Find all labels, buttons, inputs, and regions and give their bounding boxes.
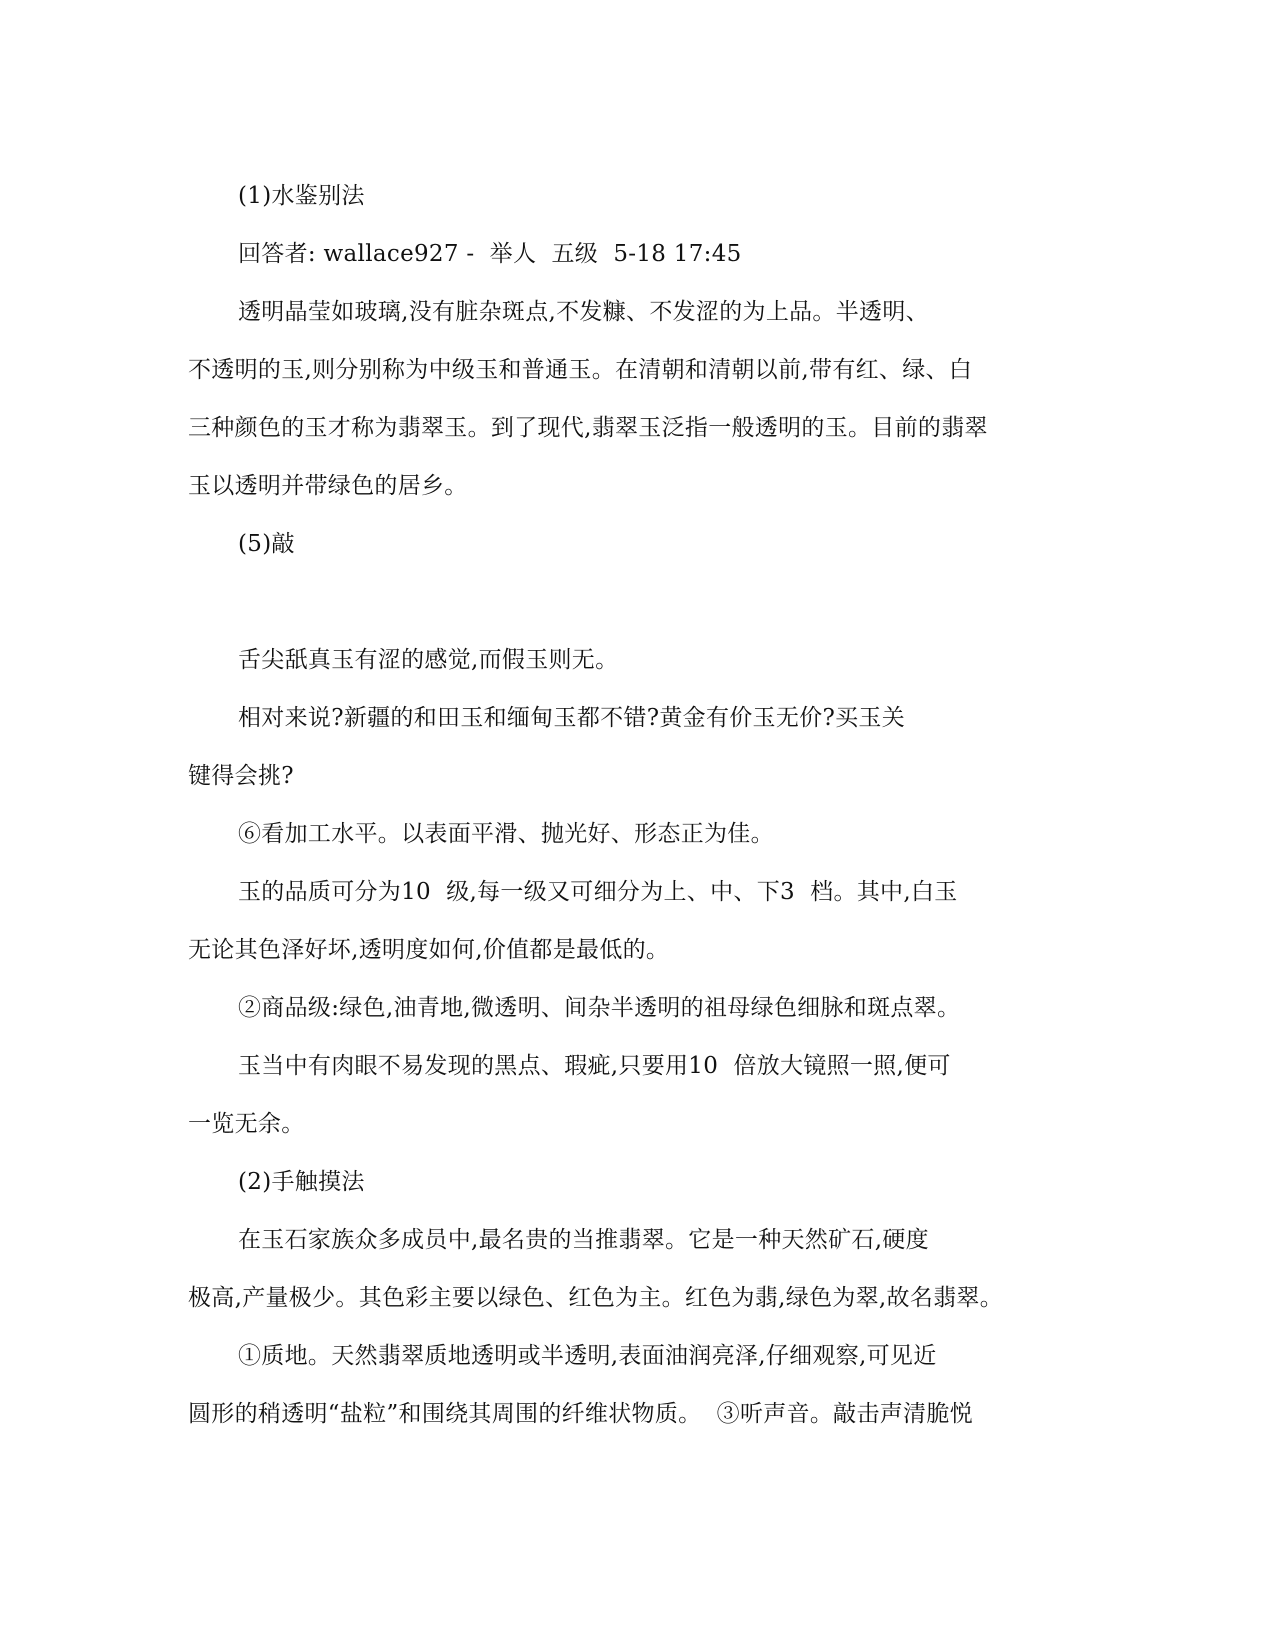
paragraph-line: ①质地。天然翡翠质地透明或半透明,表面油润亮泽,仔细观察,可见近 [238,1343,937,1369]
paragraph-line: 相对来说?新疆的和田玉和缅甸玉都不错?黄金有价玉无价?买玉关 [238,705,905,731]
heading-knock: (5)敲 [238,531,295,557]
paragraph-line: 键得会挑? [188,763,294,789]
paragraph-line: 三种颜色的玉才称为翡翠玉。到了现代,翡翠玉泛指一般透明的玉。目前的翡翠 [188,415,988,441]
paragraph-line: ⑥看加工水平。以表面平滑、抛光好、形态正为佳。 [238,821,774,847]
paragraph-line: 玉的品质可分为10 级,每一级又可细分为上、中、下3 档。其中,白玉 [238,879,958,905]
answerer-info: 回答者: wallace927 - 举人 五级 5-18 17:45 [238,241,742,267]
paragraph-line: 极高,产量极少。其色彩主要以绿色、红色为主。红色为翡,绿色为翠,故名翡翠。 [188,1285,1004,1311]
heading-water-method: (1)水鉴别法 [238,183,365,209]
paragraph-line: 不透明的玉,则分别称为中级玉和普通玉。在清朝和清朝以前,带有红、绿、白 [188,357,973,383]
paragraph-line: 玉当中有肉眼不易发现的黑点、瑕疵,只要用10 倍放大镜照一照,便可 [238,1053,951,1079]
paragraph-line: 玉以透明并带绿色的居乡。 [188,473,468,499]
paragraph-line: 一览无余。 [188,1111,305,1137]
paragraph-line: 在玉石家族众多成员中,最名贵的当推翡翠。它是一种天然矿石,硬度 [238,1227,929,1253]
paragraph-line: 无论其色泽好坏,透明度如何,价值都是最低的。 [188,937,670,963]
paragraph-line: ②商品级:绿色,油青地,微透明、间杂半透明的祖母绿色细脉和斑点翠。 [238,995,961,1021]
paragraph-line: 透明晶莹如玻璃,没有脏杂斑点,不发糠、不发涩的为上品。半透明、 [238,299,929,325]
paragraph-line: 舌尖舐真玉有涩的感觉,而假玉则无。 [238,647,619,673]
paragraph-line: 圆形的稍透明“盐粒”和围绕其周围的纤维状物质。 ③听声音。敲击声清脆悦 [188,1401,973,1427]
heading-touch-method: (2)手触摸法 [238,1169,365,1195]
